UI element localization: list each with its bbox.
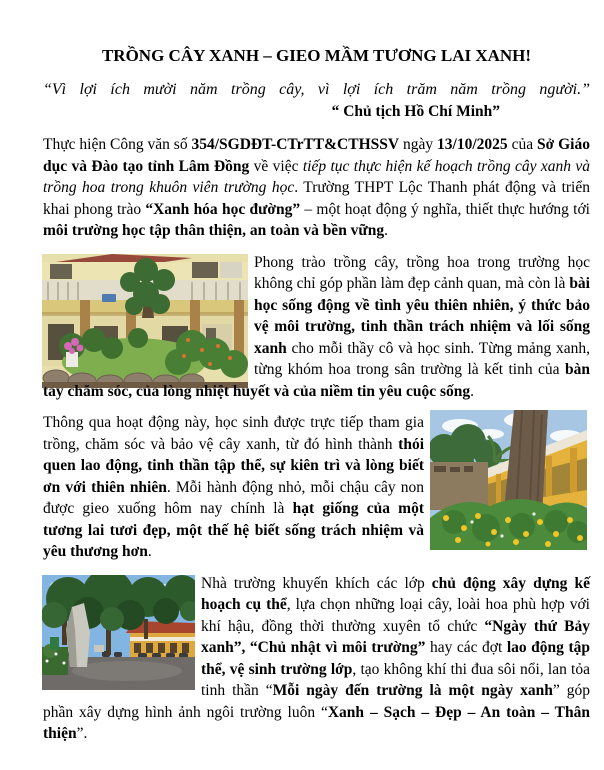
school-garden-photo	[42, 254, 248, 388]
text-run: thói quen lao động, tinh thần tập thể, sự kiên trì và lòng biết ơn với thiên nhiên	[43, 435, 424, 496]
document-title: TRỒNG CÂY XANH – GIEO MẦM TƯƠNG LAI XANH!	[101, 46, 532, 65]
text-run: Thông qua hoạt động này, học sinh được trực tiếp tham gia trồng, chăm sóc và bảo vệ cây xanh, từ đó hình thành	[43, 414, 424, 453]
text-run: , lựa chọn những loại cây, loài hoa phù hợp với khí hậu, đồng thời thường xuyên tổ chức	[201, 596, 590, 635]
quote-attribution: “ Chủ tịch Hồ Chí Minh”	[331, 103, 500, 120]
text-run: ngày	[399, 136, 438, 153]
text-run: 354/SGDĐT-CTrTT&CTHSSV	[191, 136, 400, 153]
text-run: ” góp phần xây dựng hình ảnh ngôi trường luôn “	[43, 682, 590, 721]
paragraph-school-plans	[43, 573, 590, 745]
paragraph-student-benefits	[43, 412, 590, 563]
schoolyard-trees-photo	[42, 575, 195, 690]
text-run: . Trường THPT Lộc Thanh phát động và triển khai phong trào	[43, 179, 590, 218]
text-run: “Xanh hóa học đường”	[145, 200, 301, 218]
text-run: Thực hiện Công văn số	[43, 136, 192, 153]
text-run: môi trường học tập thân thiện, an toàn và bền vững	[43, 222, 385, 239]
text-run: hạt giống của một tương lai tươi đẹp, một thế hệ biết sống trách nhiệm và yêu thương hơn	[43, 500, 424, 560]
paragraph-movement-meaning	[43, 252, 590, 403]
tree-yellow-flowers-photo	[430, 410, 587, 550]
quote-line: “Vì lợi ích mười năm trồng cây, vì lợi ích trăm năm trồng người.”	[43, 81, 590, 98]
text-run: .	[384, 222, 388, 239]
text-run: ”.	[76, 725, 88, 742]
text-run: Sở Giáo dục và Đào tạo tỉnh Lâm Đồng	[43, 136, 590, 175]
text-run: hay các đợt	[425, 639, 507, 656]
text-run: bàn tay chăm sóc, của lòng nhiệt huyết và của niềm tin yêu cuộc sống	[43, 361, 590, 400]
text-run: .	[470, 382, 474, 400]
text-run: về việc	[249, 157, 303, 175]
paragraph-directive	[43, 134, 590, 242]
text-run: – một hoạt động ý nghĩa, thiết thực hướng tới	[300, 200, 590, 218]
text-run: .	[147, 543, 152, 560]
text-run: lao động tập thể, vệ sinh trường lớp	[201, 639, 590, 678]
text-run: 13/10/2025	[437, 136, 508, 153]
text-run: Phong trào trồng cây, trồng hoa trong trường học không chỉ góp phần làm đẹp cảnh quan, mà còn là	[254, 253, 590, 292]
text-run: , tạo không khí thi đua sôi nổi, lan tỏa tinh thần “	[201, 660, 590, 699]
text-run: Xanh – Sạch – Đẹp – An toàn – Thân thiện	[43, 703, 590, 742]
text-run: của	[507, 136, 538, 153]
text-run: chủ động xây dựng kế hoạch cụ thể	[201, 574, 590, 613]
text-run: . Mỗi hành động nhỏ, mỗi chậu cây non được gieo xuống hôm nay chính là	[43, 478, 424, 517]
text-run: “Ngày thứ Bảy xanh”, “Chủ nhật vì môi trường”	[201, 617, 590, 656]
text-run: Mỗi ngày đến trường là một ngày xanh	[272, 682, 553, 699]
text-run: tiếp tục thực hiện kế hoạch trồng cây xanh và trồng hoa trong khuôn viên trường học	[43, 157, 590, 196]
text-run: Nhà trường khuyến khích các lớp	[201, 574, 432, 592]
text-run: bài học sống động về tình yêu thiên nhiên, ý thức bảo vệ môi trường, tinh thần trách nhiệm và lối sống xanh	[254, 275, 590, 357]
text-run: cho mỗi thầy cô và học sinh. Từng mảng xanh, từng khóm hoa trong sân trường là kết tinh của	[254, 339, 590, 378]
